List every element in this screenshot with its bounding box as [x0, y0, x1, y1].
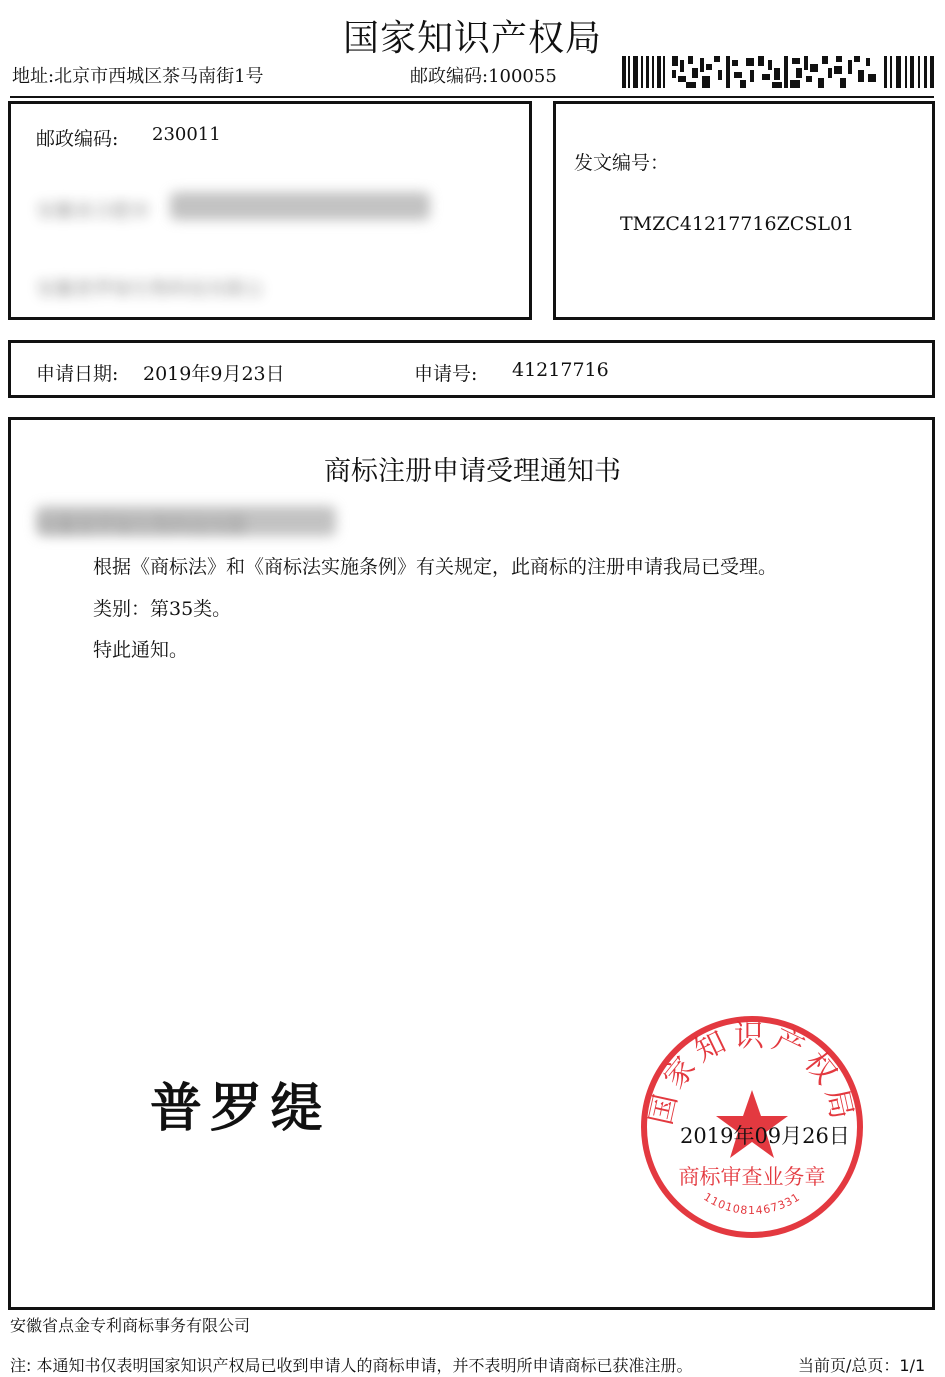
recipient-address-redacted: 安徽省合肥市 — [36, 200, 151, 222]
barcode-icon — [622, 56, 934, 88]
office-postcode: 邮政编码:100055 — [410, 66, 557, 87]
svg-text:国家知识产权局: 国家知识产权局 — [643, 1019, 861, 1129]
svg-text:商标审查业务章: 商标审查业务章 — [678, 1165, 826, 1189]
recipient-company-redacted: 安徽普罗绿生物科技有限公 — [36, 278, 265, 300]
footnote: 注: 本通知书仅表明国家知识产权局已收到申请人的商标申请，并不表明所申请商标已获准注册。 — [10, 1356, 693, 1375]
redaction-mark — [36, 506, 336, 536]
agency-name: 安徽省点金专利商标事务有限公司 — [10, 1316, 251, 1335]
recipient-postcode-value: 230011 — [152, 124, 221, 145]
doc-number-label: 发文编号： — [574, 152, 670, 174]
application-number-value: 41217716 — [512, 359, 609, 381]
seal-date: 2019年09月26日 — [680, 1124, 850, 1148]
doc-number-box — [553, 101, 935, 320]
svg-text:1101081467331: 1101081467331 — [701, 1190, 803, 1218]
notice-line-class: 类别：第35类。 — [93, 598, 232, 620]
notice-line-acceptance: 根据《商标法》和《商标法实施条例》有关规定，此商标的注册申请我局已受理。 — [93, 556, 778, 578]
application-date-value: 2019年9月23日 — [143, 363, 285, 385]
page-indicator: 当前页/总页：1/1 — [798, 1356, 926, 1375]
application-number-label: 申请号: — [414, 363, 478, 385]
notice-line-closing: 特此通知。 — [93, 639, 189, 661]
office-address: 地址:北京市西城区茶马南街1号 — [12, 66, 264, 87]
application-date-label: 申请日期: — [36, 363, 119, 385]
notice-heading: 商标注册申请受理通知书 — [324, 456, 621, 487]
office-title: 国家知识产权局 — [342, 18, 602, 59]
recipient-postcode-label: 邮政编码: — [36, 128, 119, 150]
redaction-mark — [170, 192, 430, 220]
header-divider — [10, 96, 934, 98]
doc-number-value: TMZC41217716ZCSL01 — [620, 213, 855, 235]
handwritten-signature: 普罗缇 — [150, 1079, 331, 1139]
